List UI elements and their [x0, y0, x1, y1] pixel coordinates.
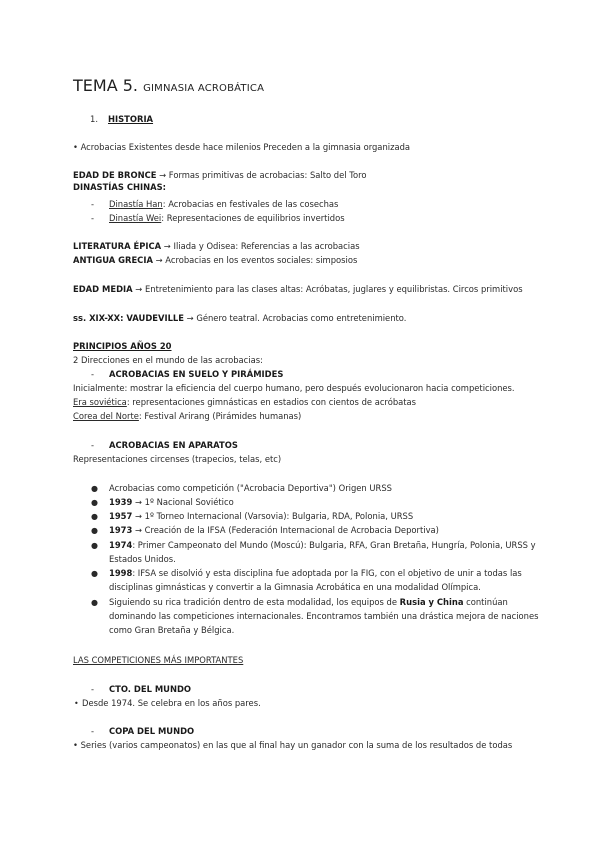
line-corea: Corea del Norte: Festival Arirang (Pirámides humanas) — [73, 411, 302, 421]
line-mundo: Desde 1974. Se celebra en los años pares. — [82, 698, 261, 708]
section-number: 1. — [90, 114, 98, 124]
dash-copa: - — [91, 726, 95, 736]
subheading-suelo: ACROBACIAS EN SUELO Y PIRÁMIDES — [109, 369, 284, 379]
subheading-aparatos: ACROBACIAS EN APARATOS — [109, 440, 238, 450]
line-inicialmente: Inicialmente: mostrar la eficiencia del cuerpo humano, pero después evolucionaron hacia competiciones. — [73, 383, 515, 393]
list-bullet: ● — [91, 598, 98, 607]
line-antigua-grecia: ANTIGUA GRECIA → Acrobacias en los eventos sociales: simposios — [73, 255, 358, 265]
list-bullet: ● — [91, 569, 98, 578]
list-item-continuation: disciplinas gimnásticas y convertir a la Gimnasia Acrobática en una modalidad Olímpica. — [109, 582, 481, 592]
dash-wei: - — [91, 213, 95, 223]
intro-bullet: • Acrobacias Existentes desde hace milenios Preceden a la gimnasia organizada — [73, 142, 411, 152]
dash-aparatos: - — [91, 440, 95, 450]
line-era-sovietica: Era soviética: representaciones gimnásticas en estadios con cientos de acróbatas — [73, 397, 417, 407]
bullet-mundo: • — [74, 699, 79, 708]
list-bullet: ● — [91, 541, 98, 550]
heading-competiciones: LAS COMPETICIONES MÁS IMPORTANTES — [73, 655, 244, 665]
line-vaudeville: ss. XIX-XX: VAUDEVILLE → Género teatral. Acrobacias como entretenimiento. — [73, 313, 407, 323]
page-title — [73, 76, 264, 95]
list-item: 1939 → 1º Nacional Soviético — [109, 497, 234, 507]
list-bullet: ● — [91, 526, 98, 535]
dash-han: - — [91, 199, 95, 209]
line-literatura-epica: LITERATURA ÉPICA → Iliada y Odisea: Referencias a las acrobacias — [73, 241, 360, 251]
list-item: 1973 → Creación de la IFSA (Federación Internacional de Acrobacia Deportiva) — [109, 525, 439, 535]
line-dinastia-han: Dinastía Han: Acrobacias en festivales de las cosechas — [109, 199, 339, 209]
line-dinastia-wei: Dinastía Wei: Representaciones de equilibrios invertidos — [109, 213, 345, 223]
line-copa: • Series (varios campeonatos) en las que al final hay un ganador con la suma de los resultados de todas — [73, 740, 513, 750]
list-bullet: ● — [91, 512, 98, 521]
line-circenses: Representaciones circenses (trapecios, telas, etc) — [73, 454, 282, 464]
heading-principios: PRINCIPIOS AÑOS 20 — [73, 341, 172, 351]
list-bullet: ● — [91, 484, 98, 493]
subheading-copa-mundo: COPA DEL MUNDO — [109, 726, 195, 736]
heading-dinastias: DINASTÍAS CHINAS: — [73, 182, 166, 192]
line-edad-bronce: EDAD DE BRONCE → Formas primitivas de acrobacias: Salto del Toro — [73, 170, 367, 180]
dash-suelo: - — [91, 369, 95, 379]
list-item: 1998: IFSA se disolvió y esta disciplina fue adoptada por la FIG, con el objetivo de unir a todas las — [109, 568, 522, 578]
list-item-continuation: Estados Unidos. — [109, 554, 176, 564]
list-item: 1957 → 1º Torneo Internacional (Varsovia): Bulgaria, RDA, Polonia, URSS — [109, 511, 414, 521]
subheading-cto-mundo: CTO. DEL MUNDO — [109, 684, 192, 694]
list-item-continuation: como Gran Bretaña y Bélgica. — [109, 625, 235, 635]
line-direcciones: 2 Direcciones en el mundo de las acrobacias: — [73, 355, 263, 365]
dash-mundo: - — [91, 684, 95, 694]
list-item: 1974: Primer Campeonato del Mundo (Moscú): Bulgaria, RFA, Gran Bretaña, Hungría, Polonia, URSS y — [109, 540, 536, 550]
title-main: TEMA 5. — [73, 76, 138, 95]
list-item: Acrobacias como competición ("Acrobacia Deportiva") Origen URSS — [109, 483, 392, 493]
line-edad-media: EDAD MEDIA → Entretenimiento para las clases altas: Acróbatas, juglares y equilibristas. Circos primitivos — [73, 284, 523, 294]
list-item: Siguiendo su rica tradición dentro de esta modalidad, los equipos de Rusia y China continúan — [109, 597, 508, 607]
list-bullet: ● — [91, 498, 98, 507]
list-item-continuation: dominando las competiciones internacionales. Encontramos también una drástica mejora de naciones — [109, 611, 539, 621]
title-sub: GIMNASIA ACROBÁTICA — [143, 83, 265, 94]
section-heading-historia: HISTORIA — [108, 114, 154, 124]
